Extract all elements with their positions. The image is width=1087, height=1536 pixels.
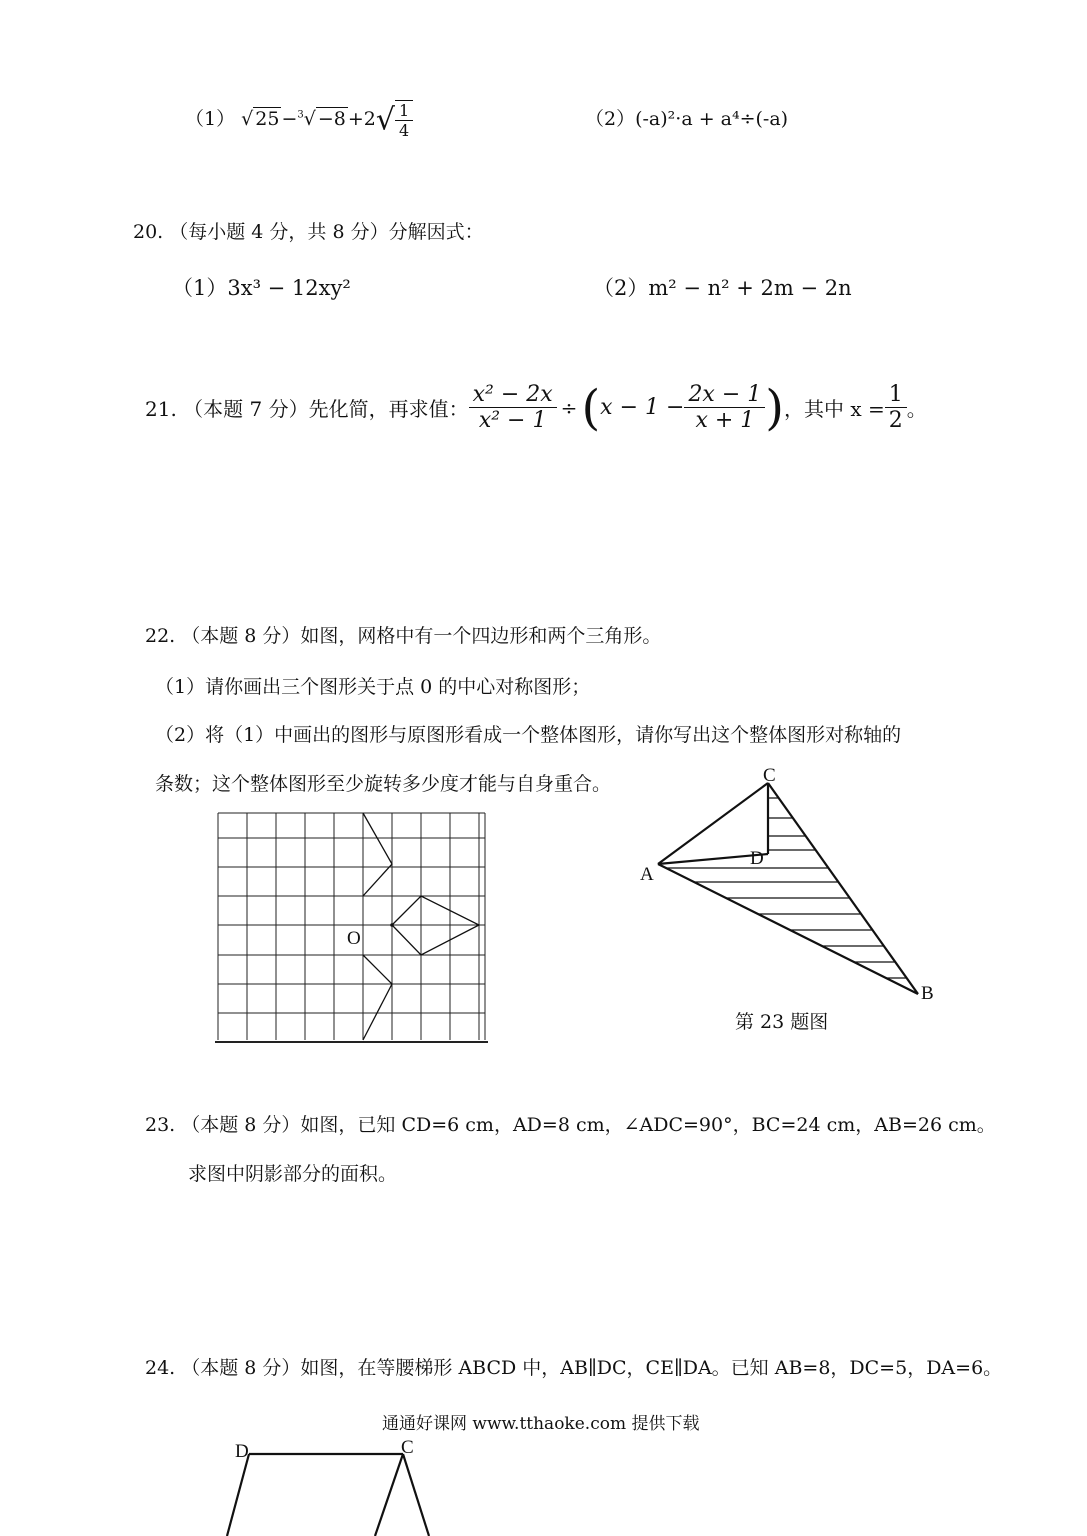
footer-text: 通通好课网 www.tthaoke.com 提供下载 — [382, 1414, 700, 1434]
q19-p2-label: （2） — [585, 108, 636, 130]
label-b: B — [921, 983, 934, 1004]
label-d: D — [235, 1441, 249, 1462]
upper-triangle — [363, 813, 392, 896]
q23-line-2: 求图中阴影部分的面积。 — [188, 1163, 398, 1185]
fig23-caption: 第 23 题图 — [735, 1011, 829, 1033]
q19-p2-expression: (-a)²·a + a⁴÷(-a) — [635, 108, 789, 130]
q21-line — [145, 379, 927, 436]
q22-line-3: 条数；这个整体图形至少旋转多少度才能与自身重合。 — [155, 773, 612, 795]
lower-triangle — [363, 955, 392, 1040]
q20-part1: （1）3x³ − 12xy² — [172, 276, 351, 300]
q20-part2: （2）m² − n² + 2m − 2n — [593, 276, 852, 300]
q23-line-1: 23. （本题 8 分）如图，已知 CD=6 cm，AD=8 cm，∠ADC=90°，BC=24 cm，AB=26 cm。 — [145, 1114, 996, 1136]
q24-line-1: 24. （本题 8 分）如图，在等腰梯形 ABCD 中，AB∥DC，CE∥DA。已知 AB=8，DC=5，DA=6。 — [145, 1357, 1003, 1379]
fig23-figure — [630, 760, 950, 1010]
label-o: O — [347, 928, 361, 949]
hatch-lines — [630, 798, 950, 978]
q19-p1-expression: √ 25 −$^3$√ −8 +2√ $\frac{1}{4}$ — [241, 108, 413, 130]
q24-trapezoid-figure — [215, 1432, 455, 1536]
q22-line-2: （2）将（1）中画出的图形与原图形看成一个整体图形，请你写出这个整体图形对称轴的 — [155, 724, 902, 746]
q21-right-paren: ) — [765, 379, 784, 436]
point-o — [390, 923, 394, 927]
q20-title: 20. （每小题 4 分，共 8 分）分解因式： — [133, 221, 484, 243]
q22-title: 22. （本题 8 分）如图，网格中有一个四边形和两个三角形。 — [145, 625, 662, 647]
q22-line-1: （1）请你画出三个图形关于点 0 的中心对称图形； — [155, 676, 591, 698]
q21-divide: ÷ — [560, 395, 578, 420]
label-d: D — [750, 848, 764, 869]
q21-suffix-lead: ，其中 x = — [784, 397, 885, 421]
label-c: C — [401, 1437, 414, 1458]
q21-fraction-2: $\frac{2x - 1}{x + 1}$ — [684, 382, 765, 433]
q21-suffix-end: 。 — [906, 397, 927, 421]
q19-part1 — [185, 100, 413, 140]
q21-inner-lead: x − 1 − — [600, 395, 685, 420]
q22-grid-figure — [210, 805, 500, 1050]
q21-x-value: $\frac{1}{2}$ — [885, 382, 907, 433]
q21-left-paren: ( — [581, 379, 601, 436]
q21-prefix: 21. （本题 7 分）先化简，再求值： — [145, 397, 469, 421]
q19-p1-label: （1） — [185, 108, 236, 130]
label-a: A — [640, 864, 654, 885]
label-c: C — [763, 765, 776, 786]
q21-fraction-1: $\frac{\text{x² − 2x}}{\text{x² − 1}}$ — [469, 382, 557, 433]
q19-part2 — [585, 104, 788, 131]
